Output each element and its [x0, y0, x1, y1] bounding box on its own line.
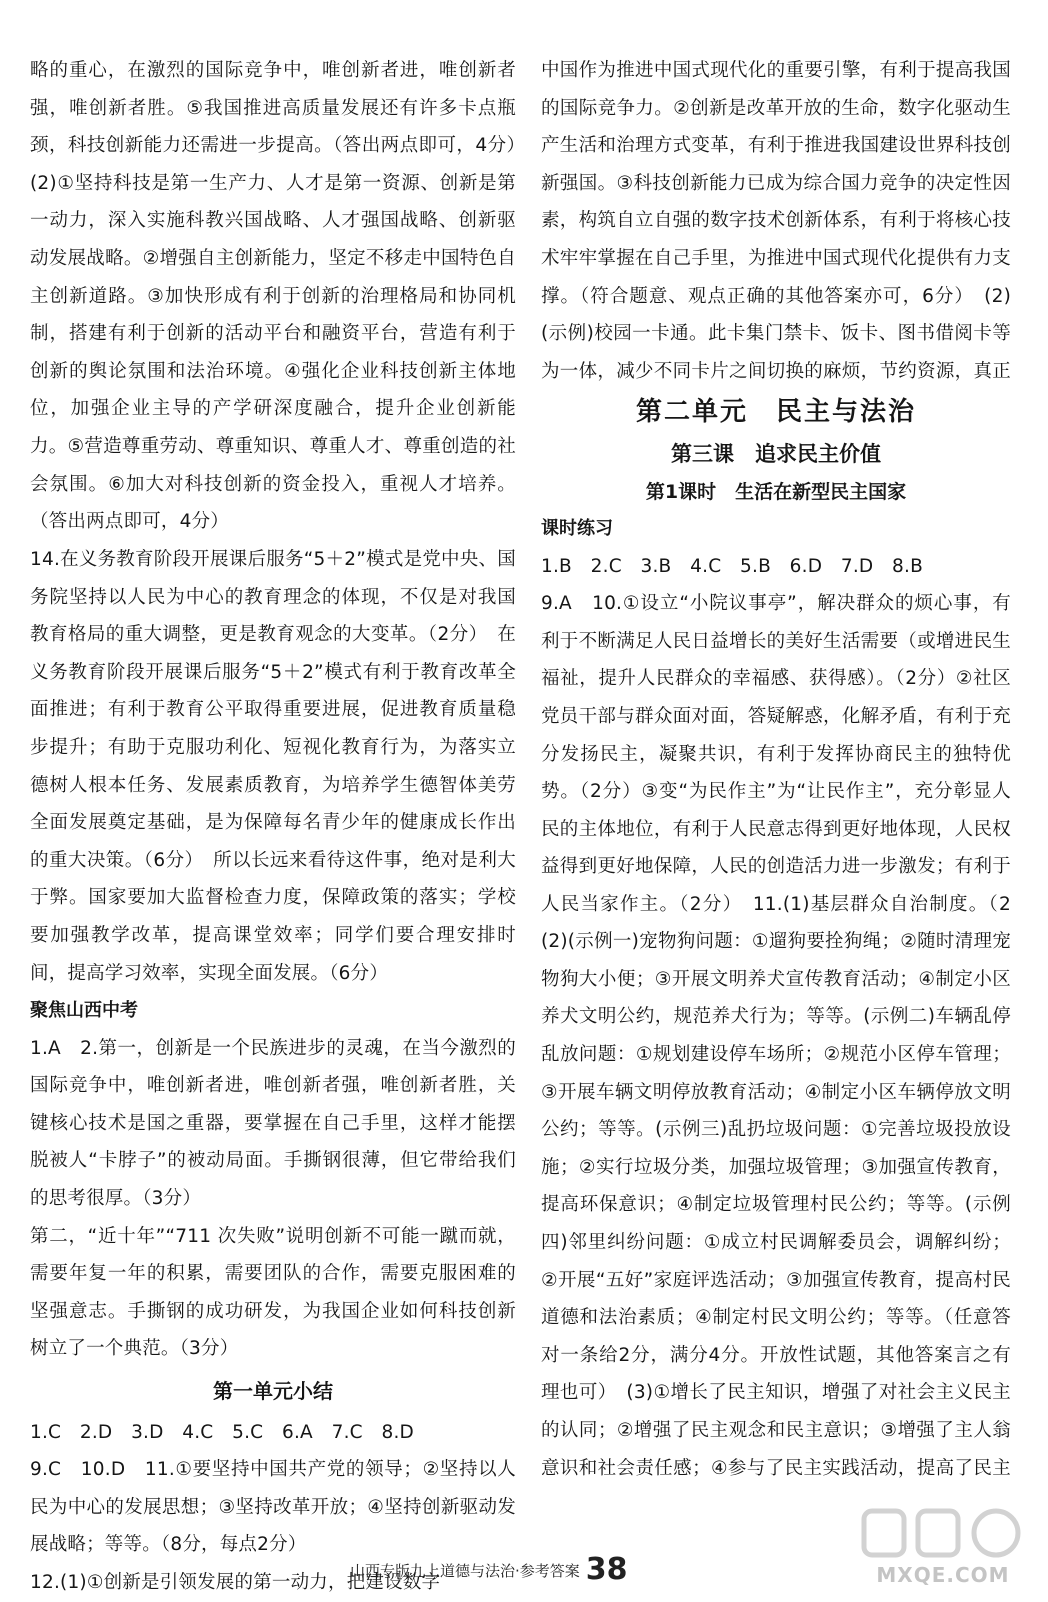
- section-label: 课时练习: [541, 518, 613, 539]
- answer-paragraph: (2)(示例一)宠物狗问题：①遛狗要拴狗绳；②随时清理宠物狗大小便；③开展文明养犬宣传教育活动；④制定小区养犬文明公约，规范养犬行为；等等。(示例二)车辆乱停乱放问题：①规划建设停车场所；②规范小区停车管理；③开展车辆文明停放教育活动；④制定小区车辆停放文明公约；等等。(示例三)乱扔垃圾问题：①完善垃圾投放设施；②实行垃圾分类，加强垃圾管理；③加强宣传教育，提高环保意识；④制定垃圾管理村民公约；等等。(示例四)邻里纠纷问题：①成立村民调解委员会，调解纠纷；②开展“五好”家庭评选活动；③加强宣传教育，提高村民道德和法治素质；④制定村民文明公约；等等。（任意答对一条给2分，满分4分。开放性试题，其他答案言之有理也可） (3)①增长了民主知识，增强了对社会主义民主的认同；②增强了民主观念和民主意识；③增强了主人翁意识和社会责任感；④参与了民主实践活动，提高了民主: [541, 931, 1011, 1479]
- section-label: 聚焦山西中考: [30, 1000, 138, 1021]
- answer-paragraph: 第二，“近十年”“711 次失败”说明创新不可能一蹴而就，需要年复一年的积累，需要团队的合作，需要克服困难的坚强意志。手撕钢的成功研发，为我国企业如何科技创新树立了一个典范。（3分）: [30, 1225, 516, 1360]
- watermark-url: MXQE.COM: [876, 1563, 1010, 1587]
- answer-paragraph: 9.A 10.①设立“小院议事亭”，解决群众的烦心事，有利于不断满足人民日益增长的美好生活需要（或增进民生福祉，提升人民群众的幸福感、获得感）。（2分）②社区党员干部与群众面对面，答疑解惑，化解矛盾，有利于充分发扬民主，凝聚共识，有利于发挥协商民主的独特优势。（2分）③变“为民作主”为“让民作主”，充分彰显人民的主体地位，有利于人民意志得到更好地体现，人民权益得到更好地保障，人民的创造活力进一步激发；有利于人民当家作主。（2分） 11.(1)基层群众自治制度。（2: [541, 593, 1011, 915]
- right-column: [541, 52, 1011, 1487]
- left-column: [30, 52, 516, 1602]
- answer-paragraph: 略的重心，在激烈的国际竞争中，唯创新者进，唯创新者强，唯创新者胜。⑤我国推进高质量发展还有许多卡点瓶颈，科技创新能力还需进一步提高。（答出两点即可，4分） (2)①坚持科技是第一生产力、人才是第一资源、创新是第一动力，深入实施科教兴国战略、人才强国战略、创新驱动发展战略。②增强自主创新能力，坚定不移走中国特色自主创新道路。③加快形成有利于创新的治理格局和协同机制，搭建有利于创新的活动平台和融资平台，营造有利于创新的舆论氛围和法治环境。④强化企业科技创新主体地位，加强企业主导的产学研深度融合，提升企业创新能力。⑤营造尊重劳动、尊重知识、尊重人才、尊重创造的社会氛围。⑥加大对科技创新的资金投入，重视人才培养。（答出两点即可，4分）: [30, 60, 516, 533]
- footer-text: 山西专版九上道德与法治·参考答案: [350, 1562, 580, 1580]
- period-heading: 第1课时 生活在新型民主国家: [645, 481, 907, 503]
- answer-paragraph: 中国作为推进中国式现代化的重要引擎，有利于提高我国的国际竞争力。②创新是改革开放的生命，数字化驱动生产生活和治理方式变革，有利于推进我国建设世界科技创新强国。③科技创新能力已成为综合国力竞争的决定性因素，构筑自立自强的数字技术创新体系，有利于将核心技术牢牢掌握在自己手里，为推进中国式现代化提供有力支撑。（符合题意、观点正确的其他答案亦可，6分） (2)(示例)校园一卡通。此卡集门禁卡、饭卡、图书借阅卡等为一体，减少不同卡片之间切换的麻烦，节约资源，真正: [541, 60, 1011, 382]
- page-footer: [350, 1552, 730, 1587]
- answer-paragraph: 1.A 2.第一，创新是一个民族进步的灵魂，在当今激烈的国际竞争中，唯创新者进，唯创新者强，唯创新者胜，关键核心技术是国之重器，要掌握在自己手里，这样才能摆脱被人“卡脖子”的被动局面。手撕钢很薄，但它带给我们的思考很厚。（3分）: [30, 1037, 516, 1209]
- answer-paragraph: 14.在义务教育阶段开展课后服务“5＋2”模式是党中央、国务院坚持以人民为中心的教育理念的体现，不仅是对我国教育格局的重大调整，更是教育观念的大变革。（2分） 在义务教育阶段开展课后服务“5＋2”模式有利于教育改革全面推进；有利于教育公平取得重要进展，促进教育质量稳步提升；有助于克服功利化、短视化教育行为，为落实立德树人根本任务、发展素质教育，为培养学生德智体美劳全面发展奠定基础，是为保障每名青少年的健康成长作出的重大决策。（6分） 所以长远来看待这件事，绝对是利大于弊。国家要加大监督检查力度，保障政策的落实；学校要加强教学改革，提高课堂效率；同学们要合理安排时间，提高学习效率，实现全面发展。（6分）: [30, 549, 516, 984]
- answer-choices-line: 1.B 2.C 3.B 4.C 5.B 6.D 7.D 8.B: [541, 555, 923, 577]
- watermark-logo-icon: [858, 1505, 1028, 1565]
- answer-paragraph: 12.(1)①创新是引领发展的第一动力，把建设数字: [30, 1572, 441, 1594]
- page-number: 38: [585, 1552, 628, 1587]
- answer-choices-line: 1.C 2.D 3.D 4.C 5.C 6.A 7.C 8.D: [30, 1421, 414, 1443]
- answer-paragraph: 9.C 10.D 11.①要坚持中国共产党的领导；②坚持以人民为中心的发展思想；③坚持改革开放；④坚持创新驱动发展战略；等等。（8分，每点2分）: [30, 1459, 516, 1556]
- lesson-heading: 第三课 追求民主价值: [671, 442, 881, 466]
- section-heading: 第一单元小结: [213, 1378, 333, 1403]
- unit-heading: 第二单元 民主与法治: [635, 397, 916, 427]
- watermark-logo: [858, 1505, 1028, 1593]
